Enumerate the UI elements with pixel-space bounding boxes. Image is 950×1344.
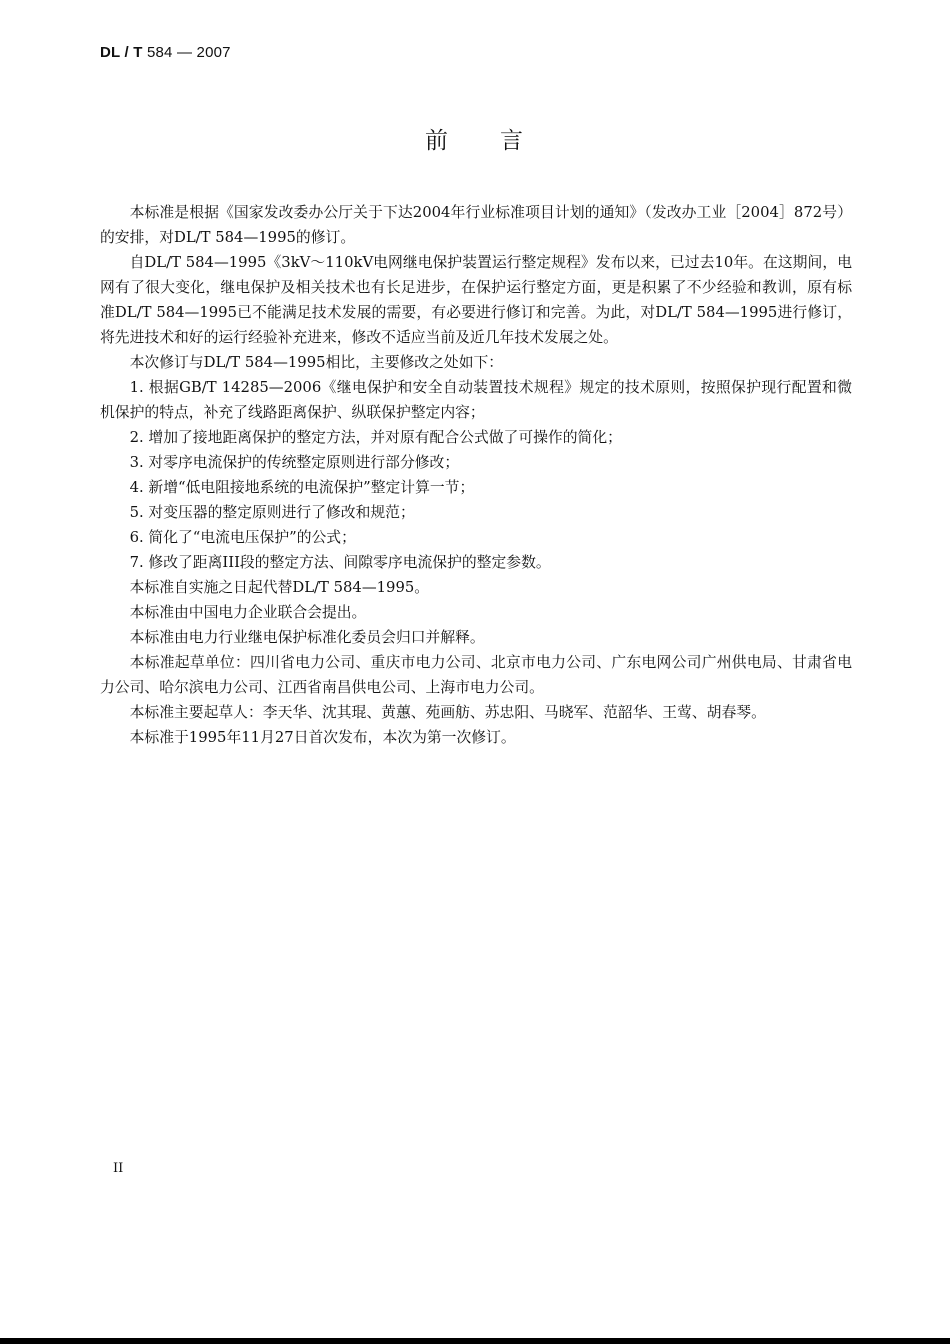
change-item-4: 4. 新增“低电阻接地系统的电流保护”整定计算一节； [129,479,475,496]
document-code-prefix: DL / T [100,44,143,61]
change-item-2: 2. 增加了接地距离保护的整定方法，并对原有配合公式做了可操作的简化； [129,429,622,446]
change-item-1: 1. 根据GB/T 14285—2006《继电保护和安全自动装置技术规程》规定的技术原则，按照保护现行配置和微机保护的特点，补充了线路距离保护、纵联保护整定内容； [100,379,852,421]
paragraph-interpreted-by: 本标准由电力行业继电保护标准化委员会归口并解释。 [129,629,485,646]
foreword-body [100,200,852,750]
paragraph-drafters: 本标准主要起草人：李天华、沈其琨、黄蕙、苑画舫、苏忠阳、马晓军、范韶华、王莺、胡春琴。 [129,704,766,721]
paragraph-release-history: 本标准于1995年11月27日首次发布，本次为第一次修订。 [129,729,516,746]
page-title: 前 言 [425,128,525,154]
paragraph-basis: 本标准是根据《国家发改委办公厅关于下达2004年行业标准项目计划的通知》（发改办工业［2004］872号）的安排，对DL/T 584—1995的修订。 [100,204,852,246]
paragraph-drafting-units: 本标准起草单位：四川省电力公司、重庆市电力公司、北京市电力公司、广东电网公司广州供电局、甘肃省电力公司、哈尔滨电力公司、江西省南昌供电公司、上海市电力公司。 [100,654,852,696]
change-item-7: 7. 修改了距离III段的整定方法、间隙零序电流保护的整定参数。 [129,554,551,571]
paragraph-proposed-by: 本标准由中国电力企业联合会提出。 [129,604,367,621]
paragraph-background: 自DL/T 584—1995《3kV～110kV电网继电保护装置运行整定规程》发布以来，已过去10年。在这期间，电网有了很大变化，继电保护及相关技术也有长足进步，在保护运行整定方面，更是积累了不少经验和教训，原有标准DL/T 584—1995已不能满足技术发展的需要，有必要进行修订和完善。为此，对DL/T 584—1995进行修订，将先进技术和好的运行经验补充进来，修改不适应当前及近几年技术发展之处。 [100,254,852,346]
document-code-number: 584 — 2007 [142,44,231,61]
change-item-3: 3. 对零序电流保护的传统整定原则进行部分修改； [129,454,460,471]
change-item-6: 6. 简化了“电流电压保护”的公式； [129,529,356,546]
paragraph-changes-intro: 本次修订与DL/T 584—1995相比，主要修改之处如下： [129,354,504,371]
document-code [100,44,231,61]
bottom-divider [0,1338,950,1344]
page-number: II [113,1161,124,1176]
change-item-5: 5. 对变压器的整定原则进行了修改和规范； [129,504,415,521]
paragraph-replaces: 本标准自实施之日起代替DL/T 584—1995。 [129,579,430,596]
